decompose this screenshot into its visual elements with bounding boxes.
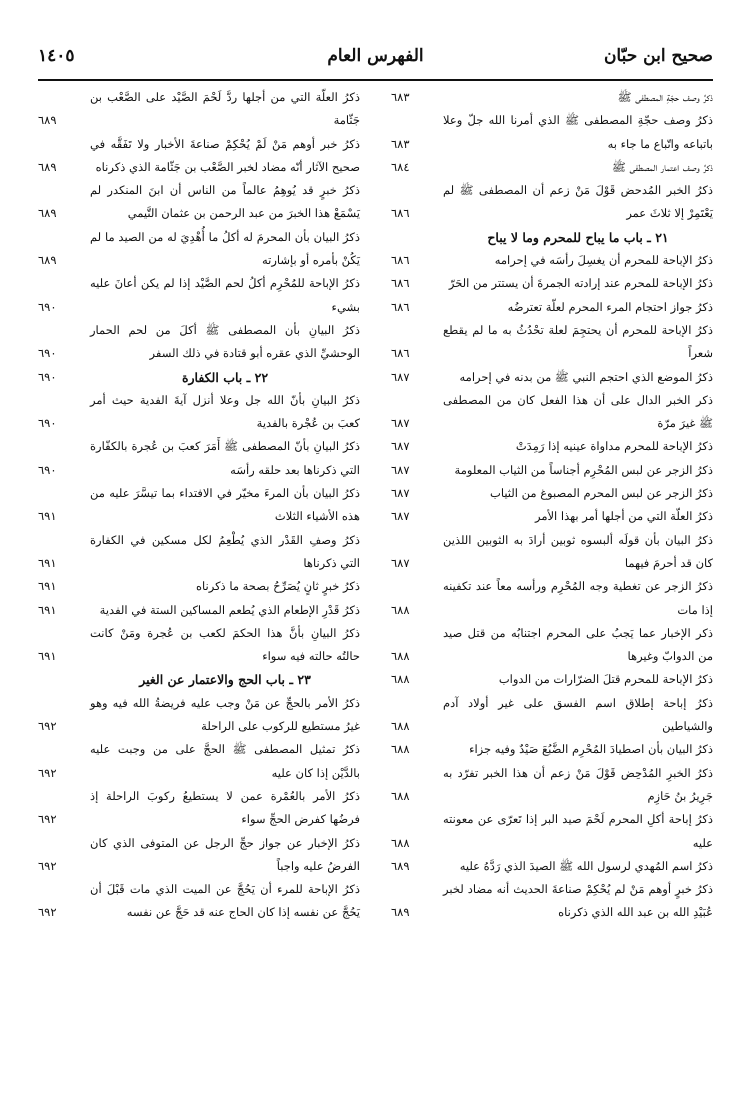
index-entry	[391, 855, 713, 878]
entry-page-number: ٦٨٣	[391, 136, 410, 151]
index-entry	[391, 692, 713, 739]
entry-text: ذكرُ الخبر المُدحض قَوْلَ مَنْ زعم أن المصطفى ﷺ لم يَعْتَمِرْ إلا ثلاثَ عمر	[443, 183, 713, 221]
entry-text: ذكرُ الزجر عن تغطية وجه المُحْرِم ورأسه معاً عند تكفينه إذا مات	[443, 579, 713, 617]
entry-text: ذكر الخبر الدال على أن هذا الفعل كان من المصطفى ﷺ غيرَ مرّة	[443, 392, 713, 431]
index-entry	[38, 482, 360, 529]
entry-text: ذكرُ الزجر عن لبس المحرم المصبوغ من الثياب	[490, 486, 713, 501]
index-entry	[38, 599, 360, 622]
index-entry	[38, 319, 360, 366]
entry-page-number: ٦٨٩	[391, 905, 410, 920]
index-entry	[391, 529, 713, 576]
index-entry	[391, 482, 713, 505]
section-title: الفهرس العام	[327, 46, 424, 66]
index-entry	[391, 109, 713, 156]
index-entry	[38, 622, 360, 669]
index-entry	[391, 319, 713, 366]
entry-page-number: ٦٨٨	[391, 788, 410, 803]
entry-text: ذكرُ العلّة التي من أجلها ردَّ لَحْمَ الصَّيْد على الصَّعْب بن جَثّامة	[90, 90, 360, 128]
entry-text: ذكرُ الإباحة للمُحْرِم أكلُ لحم الصَّيْد إذا لم يكن أعانَ عليه بشيء	[90, 276, 360, 314]
entry-page-number: ٦٩٢	[38, 858, 57, 873]
book-title: صحيح ابن حبّان	[603, 46, 713, 66]
index-entry	[38, 179, 360, 226]
entry-text: ذكرُ قَدْرِ الإطعام الذي يُطعم المساكين الستة في الفدية	[99, 602, 360, 617]
index-entry	[391, 808, 713, 855]
entry-text: ذكرُ البيان بأن قولَه ألبسوه ثوبين أرادَ به الثوبين اللذين كان قد أحرمَ فيهما	[443, 532, 713, 570]
entry-page-number: ٦٨٧	[391, 555, 410, 570]
entry-page-number: ٦٩١	[38, 509, 57, 524]
entry-page-number: ٦٩٠	[38, 369, 57, 384]
entry-text: ذكرُ الإباحة للمحرم عند إرادته الجمرةَ أن يستتر من الحَرّ	[448, 276, 713, 291]
entry-text: ذكرُ الأمر بالحجِّ عن مَنْ وجب عليه فريضةُ الله فيه وهو غيرُ مستطيع للركوب على الراحلة	[90, 695, 360, 734]
entry-text: ذكرُ اسم المُهدي لرسول الله ﷺ الصيدَ الذي رَدَّهُ عليه	[459, 858, 713, 873]
entry-page-number: ٦٨٨	[391, 742, 410, 757]
entry-text: ذكرُ البيانِ بأنَّ هذا الحكمَ لكعب بن عُجرة ومَنْ كانت حالتُه حالته فيه سواء	[90, 625, 360, 664]
entry-text: ٢١ ـ باب ما يباح للمحرم وما لا يباح	[487, 229, 669, 245]
entry-text: ذكرُ الإباحة للمحرم أن يغسِلَ رأسَه في إحرامه	[494, 253, 713, 268]
entry-page-number: ٦٨٦	[391, 206, 410, 221]
entry-page-number: ٦٨٩	[38, 206, 57, 221]
index-entry	[38, 86, 360, 133]
index-entry	[391, 156, 713, 179]
entry-page-number: ٦٨٨	[391, 649, 410, 664]
entry-page-number: ٦٩٢	[38, 765, 57, 780]
index-entry	[38, 435, 360, 482]
entry-text: ذكرُ الموضع الذي احتجم النبي ﷺ من بدنه في إحرامه	[459, 369, 713, 384]
index-entry	[391, 878, 713, 925]
page-header	[38, 40, 713, 76]
entry-page-number: ٦٨٦	[391, 276, 410, 291]
entry-page-number: ٦٩٢	[38, 719, 57, 734]
entry-text: ذكرُ جواز احتجام المرء المحرم لعلّة تعترضُه	[507, 299, 713, 314]
entry-page-number: ٦٩٢	[38, 905, 57, 920]
entry-page-number: ٦٨٧	[391, 486, 410, 501]
entry-page-number: ٦٩٠	[38, 346, 57, 361]
index-entry	[38, 738, 360, 785]
entry-text: ذكرُ البيان بأن اصطيادَ المُحْرِم الضَّبُعَ صَيْدٌ وفيه جزاء	[469, 742, 713, 757]
header-rule	[38, 79, 713, 81]
index-entry	[391, 249, 713, 272]
entry-text: ذكرُ الإخبار عن جواز حجِّ الرجل عن المتوفى الذي كان الفرضُ عليه واجباً	[90, 835, 360, 873]
entry-text: ذكرُ الخبرِ المُدْحِض قَوْلَ مَنْ زعم أن هذا الخبر تفرّد به جَرِيرُ بنُ حَازِم	[443, 765, 713, 803]
chapter-heading	[38, 366, 360, 389]
entry-text: ٢٢ ـ باب الكفارة	[181, 369, 269, 385]
entry-text: ذكرُ الزجر عن لبس المُحْرِم أجناساً من الثياب المعلومة	[454, 462, 713, 477]
entry-text: ذكرُ الإباحة للمحرم مداواة عينيه إذا رَمِدَتْ	[515, 439, 713, 454]
entry-page-number: ٦٨٩	[38, 113, 57, 128]
entry-text: ذكرُ الإباحة للمرء أن يَحُجَّ عن الميت الذي مات قَبْلَ أن يَحُجَّ عن نفسه إذا كان الحاج عنه قد حَجَّ عن نفسه	[90, 882, 360, 920]
index-entry	[391, 86, 713, 109]
index-entry	[391, 179, 713, 226]
entry-page-number: ٦٨٣	[391, 90, 410, 104]
index-entry	[391, 668, 713, 691]
entry-page-number: ٦٨٨	[391, 602, 410, 617]
entry-page-number: ٦٩١	[38, 649, 57, 664]
entry-text: ذكرُ وصفِ القَدْر الذي يُطْعِمُ لكل مسكين في الكفارة التي ذكرناها	[90, 532, 360, 570]
entry-text: ذكرُ خبرٍ أوهم مَنْ لم يُحْكِمْ صناعةَ الحديث أنه مضاد لخبر عُبَيْدِ الله بن عبد الله الذي ذكرناه	[443, 882, 713, 920]
entry-page-number: ٦٨٧	[391, 462, 410, 477]
entry-page-number: ٦٨٦	[391, 253, 410, 268]
index-column-right	[391, 86, 713, 925]
entry-page-number: ٦٨٧	[391, 369, 410, 384]
entry-text: ذكرُ وصف حجّةِ المصطفى ﷺ الذي أمرنا الله جلّ وعلا باتباعه واتّباع ما جاء به	[443, 113, 713, 151]
index-entry	[391, 575, 713, 622]
entry-page-number: ٦٨٨	[391, 672, 410, 687]
entry-text: ذكرُ البيان بأن المرءَ مخيّر في الافتداء بما تيسَّرَ عليه من هذه الأشياء الثلاث	[90, 486, 360, 524]
entry-page-number: ٦٨٩	[391, 858, 410, 873]
index-entry	[38, 878, 360, 925]
entry-text: ذكرُ البيانِ بأنّ المصطفى ﷺ أَمَرَ كعبَ بن عُجرة بالكفّارة التي ذكرناها بعد حلقه رأسَه	[90, 439, 360, 477]
entry-text: ذكرُ وصف اعتمار المصطفى ﷺ	[611, 159, 713, 174]
entry-text: ذكرُ خبر أوهم مَنْ لَمْ يُحْكِمْ صناعةَ الأخبار ولا تَفَقَّه في صحيح الآثار أنّه مضاد لخبر الصَّعْب بن جَثّامة الذي ذكرناه	[90, 136, 360, 174]
page-number: ١٤٠٥	[38, 46, 75, 66]
index-entry	[38, 226, 360, 273]
index-entry	[391, 459, 713, 482]
index-column-left	[38, 86, 360, 925]
entry-text: ذكرُ إباحة أكلِ المحرم لَحْمَ صيد البر إذا تَعرّى عن معونته عليه	[443, 812, 713, 850]
index-entry	[391, 366, 713, 389]
index-entry	[391, 505, 713, 528]
entry-text: ذكرُ العلّة التي من أجلها أمر بهذا الأمر	[534, 509, 713, 524]
index-entry	[391, 389, 713, 436]
entry-text: ذكرُ خبرٍ قد يُوهِمُ عالماً من الناس أن ابنَ المنكدر لم يَسْمَعْ هذا الخبرَ من عبد الرحمن بن عثمان التَّيمي	[90, 183, 360, 221]
entry-text: ذكرُ الإباحة للمحرم أن يحتجِمَ لعلة تحْدُثُ به ما لم يقطع شعراً	[443, 322, 713, 361]
index-entry	[391, 622, 713, 669]
entry-page-number: ٦٩٠	[38, 299, 57, 314]
entry-page-number: ٦٩١	[38, 579, 57, 594]
entry-text: ذكرُ الإباحة للمحرم قتلَ الضرّارات من الدواب	[498, 672, 713, 687]
index-entry	[38, 389, 360, 436]
index-entry	[38, 133, 360, 180]
index-entry	[391, 272, 713, 295]
entry-page-number: ٦٨٨	[391, 835, 410, 850]
entry-page-number: ٦٨٧	[391, 509, 410, 524]
index-entry	[391, 435, 713, 458]
entry-page-number: ٦٨٩	[38, 159, 57, 174]
entry-text: ذكرُ الأمر بالعُمْرة عمن لا يستطيعُ ركوبَ الراحلة إذ فرضُها كفرض الحجِّ سواء	[90, 788, 360, 827]
entry-page-number: ٦٩٢	[38, 812, 57, 827]
entry-text: ذكرُ خبرٍ ثانٍ يُصَرِّحُ بصحة ما ذكرناه	[196, 579, 360, 594]
entry-page-number: ٦٩١	[38, 555, 57, 570]
entry-page-number: ٦٨٨	[391, 719, 410, 734]
entry-text: ذكر الإخبار عما يَجبُ على المحرم اجتنابُه من قتل صيد من الدوابّ وغيرها	[443, 625, 713, 664]
entry-page-number: ٦٩١	[38, 602, 57, 617]
entry-page-number: ٦٨٩	[38, 253, 57, 268]
index-entry	[38, 785, 360, 832]
entry-page-number: ٦٨٦	[391, 299, 410, 314]
chapter-heading	[391, 226, 713, 249]
entry-page-number: ٦٨٦	[391, 346, 410, 361]
index-entry	[38, 575, 360, 598]
entry-text: ذكرُ البيان بأن المحرمَ له أكلُ ما أُهْدِيَ له من الصيد ما لم يَكُنْ بأمره أو بإشارته	[90, 229, 360, 268]
chapter-heading	[38, 668, 360, 691]
index-entry	[391, 738, 713, 761]
index-entry	[38, 529, 360, 576]
index-entry	[38, 272, 360, 319]
entry-page-number: ٦٨٤	[391, 159, 410, 174]
entry-page-number: ٦٩٠	[38, 462, 57, 477]
index-entry	[38, 832, 360, 879]
entry-page-number: ٦٩٠	[38, 416, 57, 431]
entry-text: ذكرُ البيانِ بأنّ الله جل وعلا أنزل آيةَ الفدية حيث أمر كعبَ بن عُجْرة بالفدية	[90, 392, 360, 431]
entry-text: ذكرُ البيانِ بأن المصطفى ﷺ أكلَ من لحم الحمار الوحشيِّ الذي عقره أبو قتادة في ذلك السفر	[90, 322, 360, 361]
entry-page-number: ٦٨٧	[391, 416, 410, 431]
entry-text: ذكرُ إباحة إطلاق اسم الفسق على غير أولاد آدم والشياطين	[443, 695, 713, 734]
entry-text: ذكرُ تمثيل المصطفى ﷺ الحجَّ على من وجبت عليه بالدَّيْن إذا كان عليه	[90, 742, 360, 780]
index-entry	[38, 692, 360, 739]
entry-text: ذكرُ وصف حجّةِ المصطفى ﷺ	[617, 90, 713, 104]
index-entry	[391, 762, 713, 809]
index-entry	[391, 296, 713, 319]
entry-page-number: ٦٨٧	[391, 439, 410, 454]
entry-text: ٢٣ ـ باب الحج والاعتمار عن الغير	[139, 672, 311, 688]
